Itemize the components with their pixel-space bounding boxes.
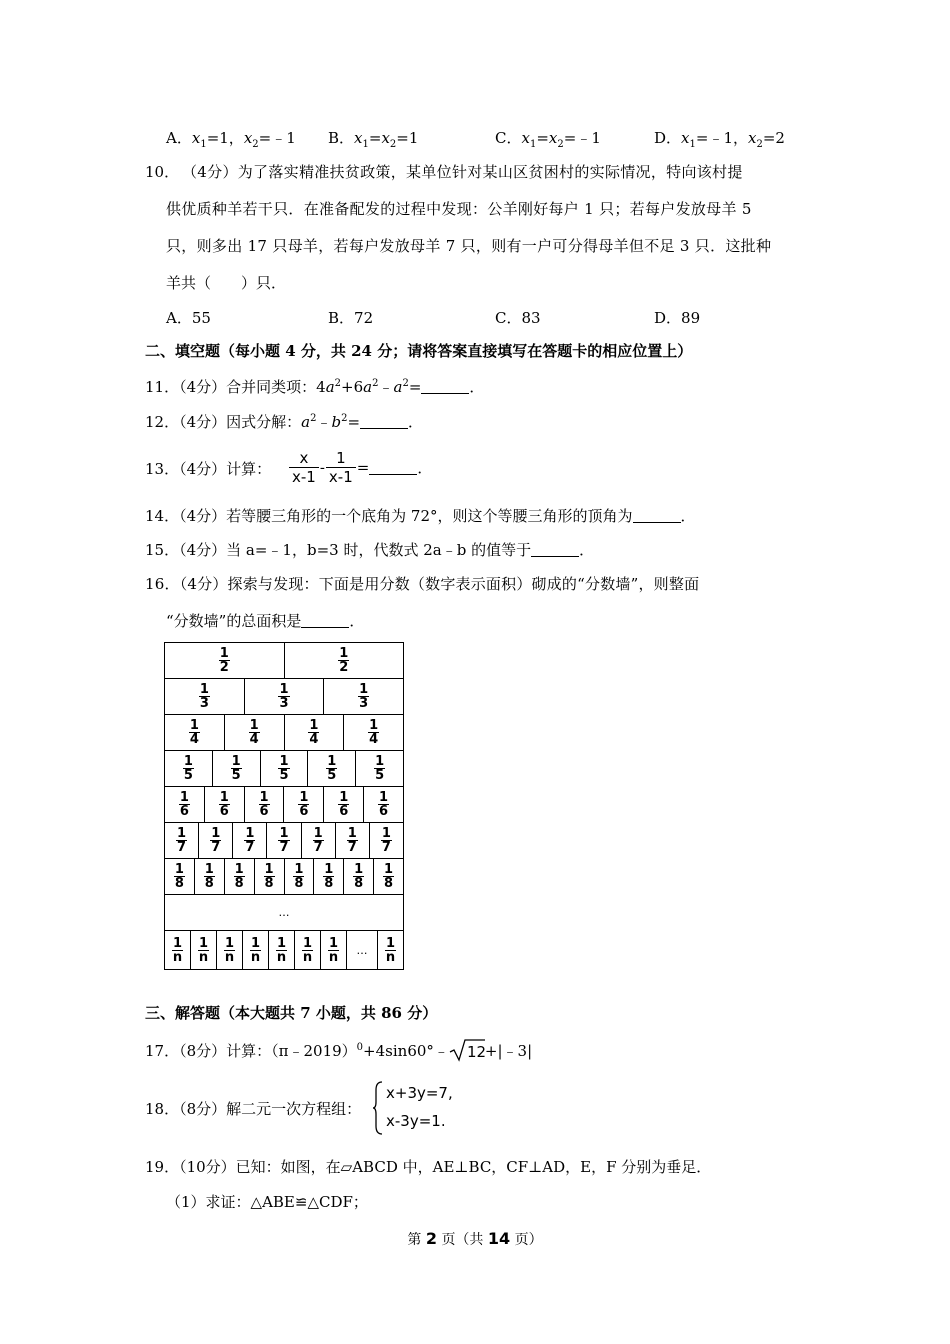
q15-answer-blank[interactable] — [531, 542, 579, 557]
wall-row-n — [165, 931, 403, 969]
wall-fraction: 1 4 — [249, 718, 259, 747]
fraction-wall — [164, 642, 404, 970]
wall-fraction: 1 8 — [234, 862, 244, 891]
wall-cell — [165, 931, 191, 969]
q9-option-a: A．$x_1=1$，$x_2=﹣1$ — [166, 129, 296, 150]
wall-fraction: 1 8 — [324, 862, 334, 891]
q11: 11．（4分）合并同类项：$4a^2+6a^2﹣a^2=$ ． — [145, 378, 485, 396]
wall-fraction: 1 5 — [231, 754, 241, 783]
q10-option-a: A．55 — [166, 309, 211, 327]
q18-equation-2: x-3y=1. — [386, 1112, 446, 1130]
q14-answer-blank[interactable] — [633, 508, 681, 523]
wall-cell — [370, 823, 403, 858]
wall-cell — [285, 715, 345, 750]
q10-number: 10． — [145, 163, 180, 181]
q12: 12．（4分）因式分解：$a^2﹣b^2=$ ． — [145, 413, 424, 431]
wall-fraction: 1 4 — [309, 718, 319, 747]
wall-cell — [165, 643, 285, 678]
wall-fraction: 1 8 — [384, 862, 394, 891]
wall-fraction: 1 8 — [264, 862, 274, 891]
q18-equation-system — [372, 1080, 472, 1140]
wall-row-2 — [165, 643, 403, 679]
q13-expression: $\frac{x}{x-1}$ - $\frac{1}{x-1}$ = ． — [288, 449, 432, 486]
q10-option-c: C．83 — [495, 309, 541, 327]
wall-cell — [324, 679, 403, 714]
wall-cell — [205, 787, 245, 822]
q14: 14．（4分）若等腰三角形的一个底角为 72°，则这个等腰三角形的顶角为 ． — [145, 507, 696, 525]
wall-fraction: 1 n — [198, 935, 209, 965]
wall-cell — [314, 859, 344, 894]
wall-fraction: 1 7 — [381, 826, 391, 855]
wall-cell — [324, 787, 364, 822]
q10-line3: 只，则多出 17 只母羊，若每户发放母羊 7 只，则有一户可分得母羊但不足 3 只．这批种 — [166, 237, 772, 255]
wall-cell — [165, 823, 199, 858]
wall-fraction: 1 n — [224, 935, 235, 965]
wall-cell — [255, 859, 285, 894]
wall-fraction: 1 6 — [379, 790, 389, 819]
wall-cell — [344, 715, 403, 750]
wall-cell — [356, 751, 403, 786]
q13: 13．（4分）计算： — [145, 460, 272, 478]
q16-line1: 16．（4分）探索与发现：下面是用分数（数字表示面积）砌成的“分数墙”，则整面 — [145, 575, 700, 593]
wall-cell — [165, 787, 205, 822]
wall-cell — [225, 715, 285, 750]
wall-cell — [165, 679, 245, 714]
q15: 15．（4分）当 a=﹣1，b=3 时，代数式 2a﹣b 的值等于 ． — [145, 541, 595, 559]
square-root-icon — [449, 1038, 485, 1062]
wall-fraction: 1 8 — [354, 862, 364, 891]
wall-fraction: 1 7 — [245, 826, 255, 855]
wall-cell — [378, 931, 403, 969]
wall-fraction: 1 7 — [279, 826, 289, 855]
wall-fraction: 1 n — [385, 935, 396, 965]
wall-cell — [336, 823, 370, 858]
wall-cell — [302, 823, 336, 858]
wall-fraction: 1 7 — [177, 826, 187, 855]
svg-text:12: 12 — [466, 1043, 485, 1061]
wall-cell — [261, 751, 309, 786]
wall-fraction: 1 n — [250, 935, 261, 965]
wall-fraction: 1 4 — [369, 718, 379, 747]
q11-answer-blank[interactable] — [421, 379, 469, 394]
wall-cell — [213, 751, 261, 786]
wall-fraction: 1 5 — [375, 754, 385, 783]
wall-cell — [233, 823, 267, 858]
q12-answer-blank[interactable] — [360, 414, 408, 429]
wall-fraction: 1 3 — [359, 682, 369, 711]
q10-line2: 供优质种羊若干只．在准备配发的过程中发现：公羊刚好每户 1 只；若每户发放母羊 5 — [166, 200, 752, 218]
wall-cell — [295, 931, 321, 969]
wall-cell — [269, 931, 295, 969]
wall-cell — [165, 859, 195, 894]
wall-cell — [321, 931, 347, 969]
wall-fraction: 1 8 — [204, 862, 214, 891]
wall-fraction: 1 3 — [199, 682, 209, 711]
wall-cell — [165, 715, 225, 750]
wall-cell — [243, 931, 269, 969]
wall-fraction: 1 6 — [219, 790, 229, 819]
wall-row-4 — [165, 715, 403, 751]
wall-cell — [308, 751, 356, 786]
q18-equation-1: x+3y=7, — [386, 1084, 453, 1102]
q19: 19．（10分）已知：如图，在▱ABCD 中，AE⊥BC，CF⊥AD，E，F 分别为垂足． — [145, 1158, 712, 1176]
wall-cell — [374, 859, 403, 894]
wall-fraction: 1 5 — [279, 754, 289, 783]
wall-fraction: 1 3 — [279, 682, 289, 711]
wall-row-3 — [165, 679, 403, 715]
wall-fraction: 1 6 — [179, 790, 189, 819]
wall-fraction: 1 5 — [327, 754, 337, 783]
left-brace-icon — [372, 1080, 384, 1136]
wall-fraction: 1 7 — [347, 826, 357, 855]
wall-fraction: 1 2 — [219, 646, 229, 675]
wall-cell — [165, 751, 213, 786]
wall-cell — [267, 823, 301, 858]
wall-fraction: 1 5 — [183, 754, 193, 783]
wall-cell — [191, 931, 217, 969]
wall-fraction: 1 n — [276, 935, 287, 965]
q19-part1: （1）求证：△ABE≌△CDF； — [166, 1193, 368, 1211]
q9-option-b: B．$x_1=x_2=1$ — [328, 129, 419, 150]
wall-row-8 — [165, 859, 403, 895]
wall-fraction: 1 7 — [211, 826, 221, 855]
q10-line4: 羊共（ ）只． — [166, 274, 287, 292]
wall-fraction: 1 8 — [174, 862, 184, 891]
wall-cell — [199, 823, 233, 858]
section-2-heading: 二、填空题（每小题 4 分，共 24 分；请将答案直接填写在答题卡的相应位置上） — [145, 342, 693, 360]
wall-row-6 — [165, 787, 403, 823]
wall-cell — [344, 859, 374, 894]
q10-option-b: B．72 — [328, 309, 374, 327]
wall-fraction: 1 n — [328, 935, 339, 965]
wall-cell — [364, 787, 403, 822]
wall-fraction: 1 n — [302, 935, 313, 965]
q13-fraction-1: $\frac{x}{x-1}$ — [289, 449, 319, 486]
wall-row-ellipsis: … — [165, 895, 403, 931]
wall-cell — [217, 931, 243, 969]
q16-answer-blank[interactable] — [301, 613, 349, 628]
wall-fraction: 1 6 — [259, 790, 269, 819]
wall-cell — [284, 787, 324, 822]
section-3-heading: 三、解答题（本大题共 7 小题，共 86 分） — [145, 1004, 438, 1022]
wall-row-7 — [165, 823, 403, 859]
wall-row-5 — [165, 751, 403, 787]
wall-cell — [245, 679, 325, 714]
wall-fraction: 1 6 — [339, 790, 349, 819]
wall-cell — [285, 859, 315, 894]
q17: 17．（8分）计算：（π﹣2019）$^0$+4sin60°﹣ 12 +|﹣3| — [145, 1038, 532, 1062]
wall-fraction: 1 4 — [189, 718, 199, 747]
q9-option-c: C．$x_1=x_2=﹣1$ — [495, 129, 601, 150]
page-footer: 第 2 页（共 14 页） — [407, 1229, 543, 1248]
wall-fraction: 1 2 — [339, 646, 349, 675]
wall-fraction: 1 7 — [313, 826, 323, 855]
wall-fraction: 1 6 — [299, 790, 309, 819]
q10-line1: （4分）为了落实精准扶贫政策，某单位针对某山区贫困村的实际情况，特向该村提 — [182, 163, 743, 181]
q18: 18．（8分）解二元一次方程组： — [145, 1100, 362, 1118]
wall-cell — [285, 643, 404, 678]
q13-answer-blank[interactable] — [369, 460, 417, 475]
wall-cell — [195, 859, 225, 894]
wall-cell: … — [347, 931, 378, 969]
wall-cell — [225, 859, 255, 894]
q13-fraction-2: $\frac{1}{x-1}$ — [326, 449, 356, 486]
q9-option-d: D．$x_1=﹣1$，$x_2=2$ — [654, 129, 785, 150]
wall-fraction: 1 8 — [294, 862, 304, 891]
q10-option-d: D．89 — [654, 309, 701, 327]
wall-fraction: 1 n — [172, 935, 183, 965]
q16-line2: “分数墙”的总面积是 ． — [166, 612, 365, 630]
wall-cell — [245, 787, 285, 822]
